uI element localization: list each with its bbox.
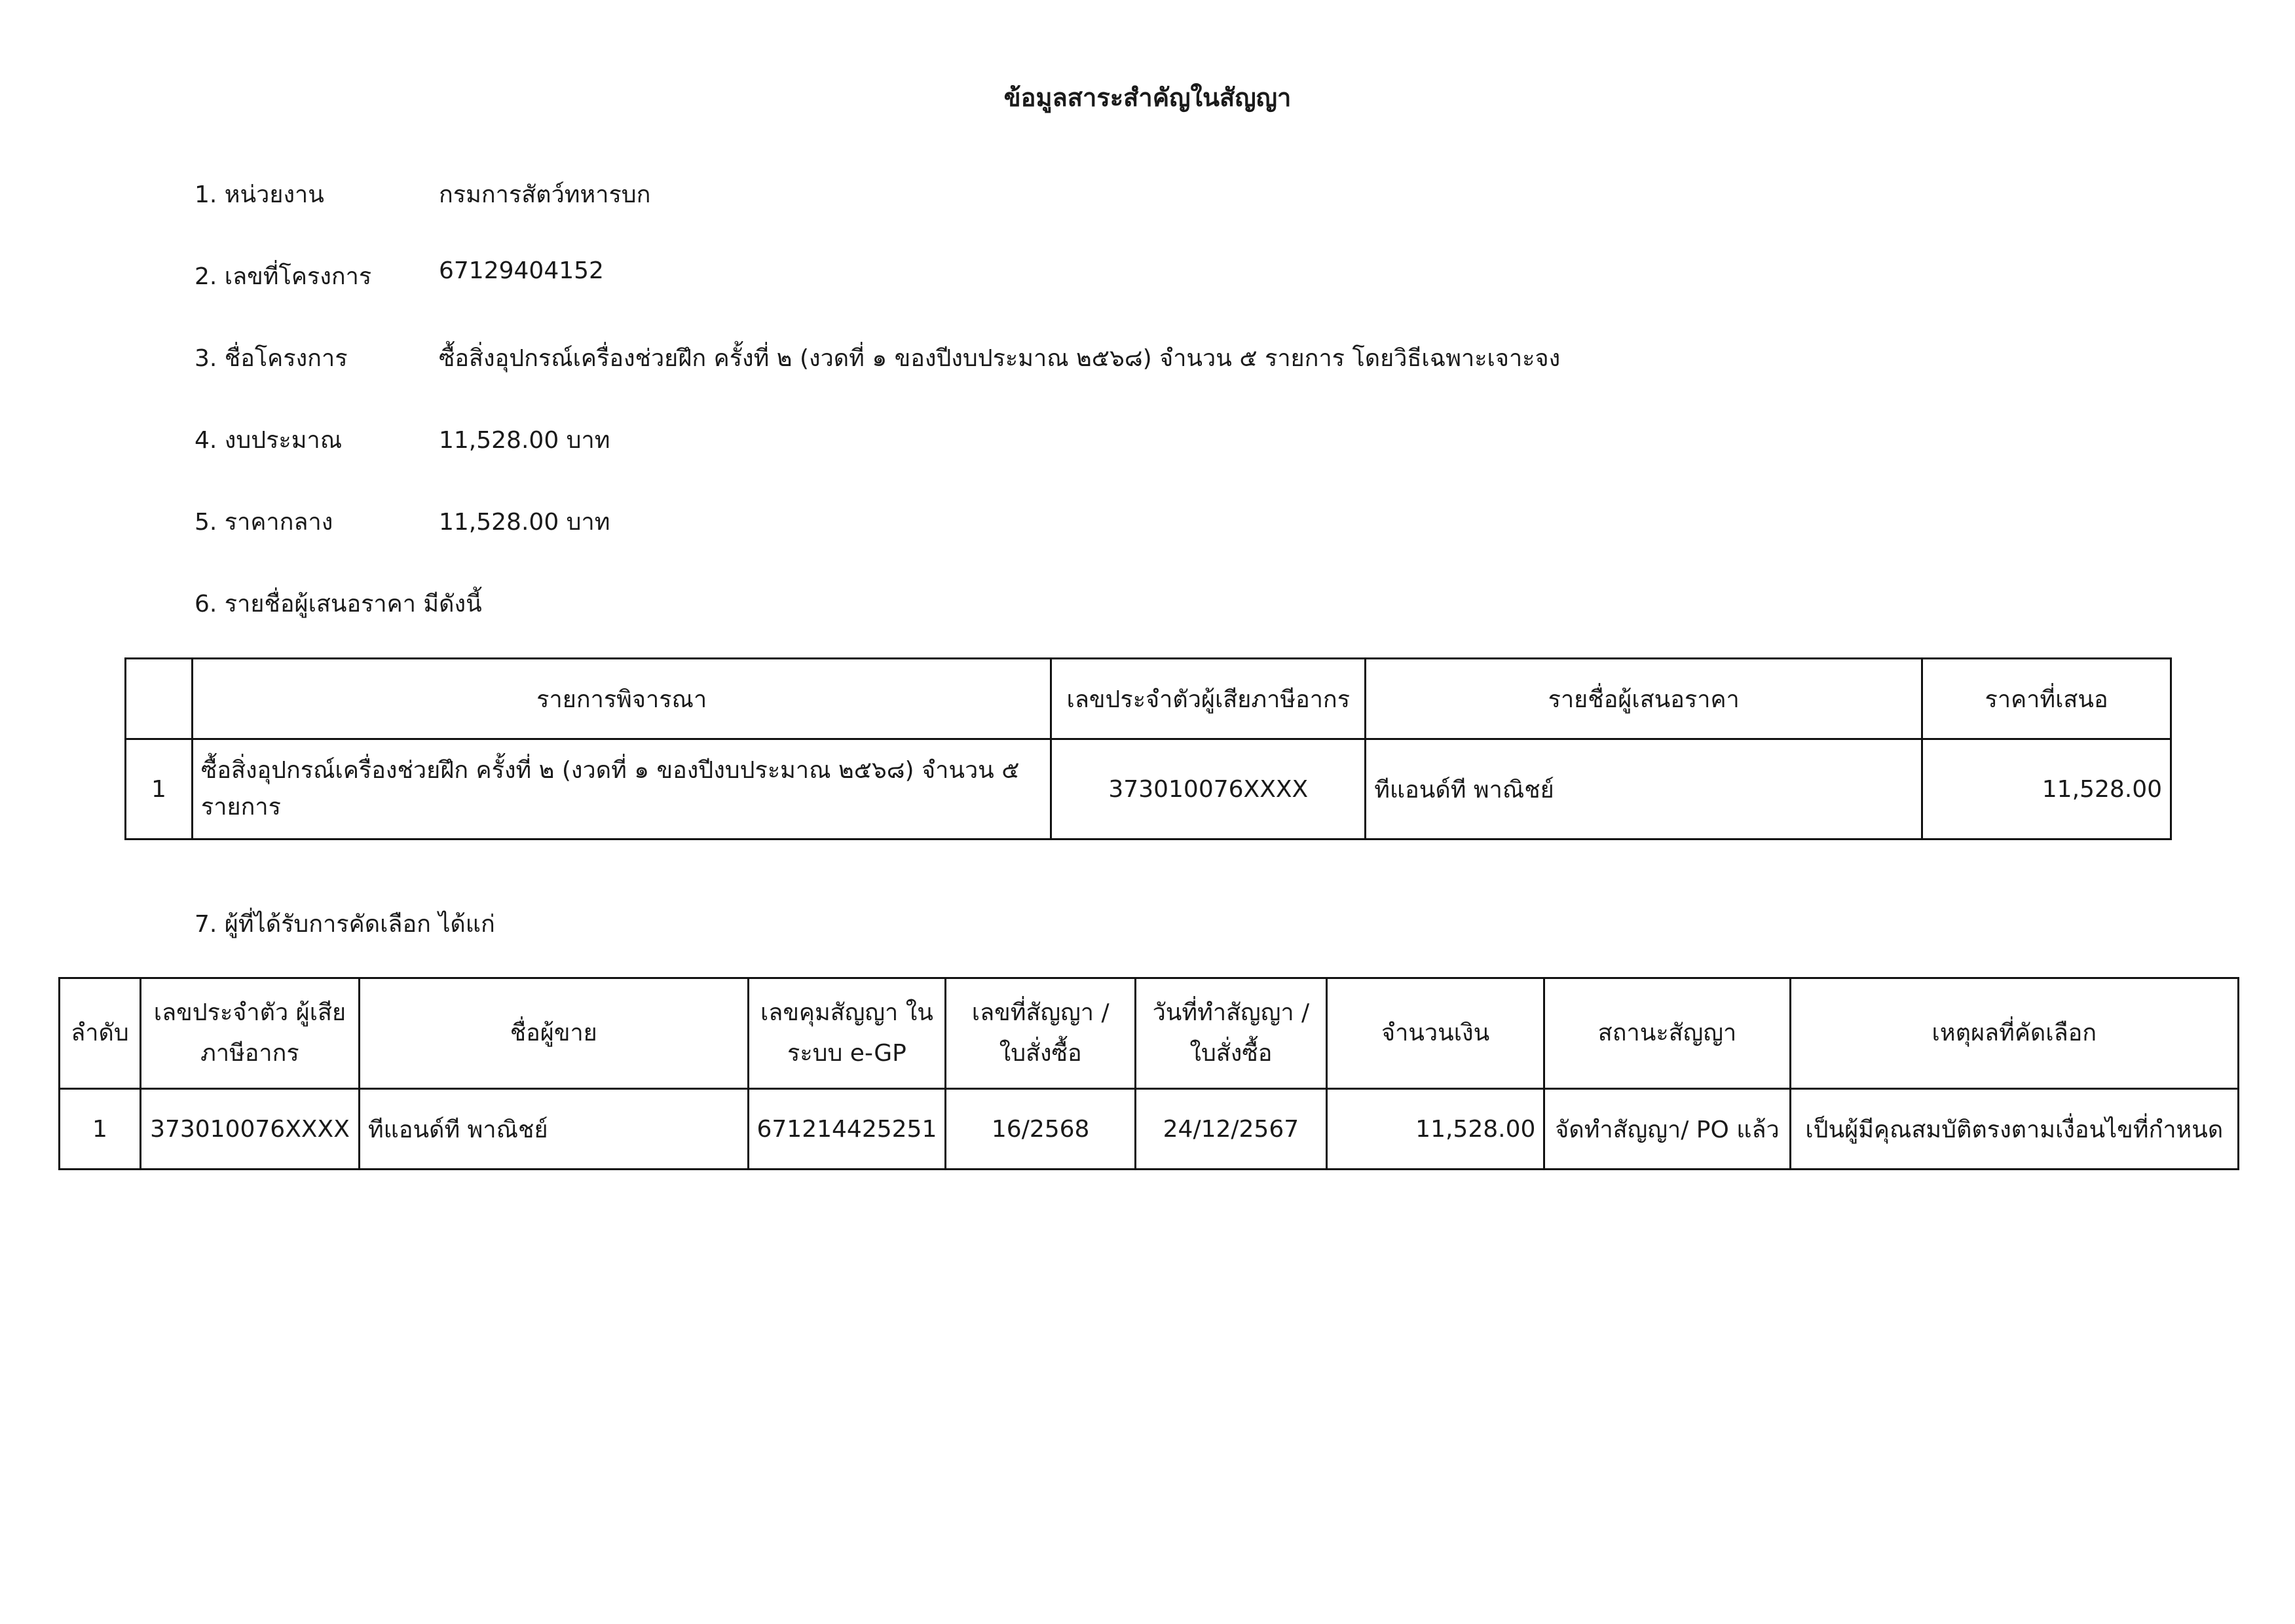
header-cell: จำนวนเงิน (1326, 978, 1544, 1089)
item-label: 5. ราคากลาง (195, 509, 333, 536)
row-number: 1 (126, 739, 193, 840)
offered-price: 11,528.00 (1922, 739, 2171, 840)
tax-id: 373010076XXXX (1051, 739, 1366, 840)
item-project-number (195, 257, 604, 295)
item-value: กรมการสัตว์ทหารบก (439, 181, 651, 208)
header-cell: วันที่ทำสัญญา / ใบสั่งซื้อ (1135, 978, 1326, 1089)
bidder-name: ทีแอนด์ที พาณิชย์ (1366, 739, 1922, 840)
header-cell: เลขที่สัญญา / ใบสั่งซื้อ (946, 978, 1136, 1089)
selection-reason: เป็นผู้มีคุณสมบัติตรงตามเงื่อนไขที่กำหนด (1790, 1089, 2238, 1170)
item-budget (195, 421, 610, 458)
header-cell: เลขคุมสัญญา ในระบบ e-GP (748, 978, 946, 1089)
bidders-table (124, 657, 2172, 840)
item-value: 11,528.00 บาท (439, 509, 610, 536)
item-value: 67129404152 (439, 257, 604, 284)
contract-status: จัดทำสัญญา/ PO แล้ว (1544, 1089, 1790, 1170)
header-cell: สถานะสัญญา (1544, 978, 1790, 1089)
table-header-row (60, 978, 2239, 1089)
item-project-name (195, 339, 1561, 377)
item-label: 1. หน่วยงาน (195, 181, 324, 208)
header-cell: เลขประจำตัวผู้เสียภาษีอากร (1051, 659, 1366, 739)
contract-date: 24/12/2567 (1135, 1089, 1326, 1170)
winners-table (58, 977, 2239, 1170)
item-value: ซื้อสิ่งอุปกรณ์เครื่องช่วยฝึก ครั้งที่ ๒ (งวดที่ ๑ ของปีงบประมาณ ๒๕๖๘) จำนวน ๕ รายการ โดยวิธีเฉพาะเจาะจง (439, 345, 1561, 372)
section-bidders-heading: 6. รายชื่อผู้เสนอราคา มีดังนี้ (195, 591, 482, 618)
procurement-item: ซื้อสิ่งอุปกรณ์เครื่องช่วยฝึก ครั้งที่ ๒ (งวดที่ ๑ ของปีงบประมาณ ๒๕๖๘) จำนวน ๕ รายการ (192, 739, 1051, 840)
table-header-row (126, 659, 2171, 739)
header-cell: เลขประจำตัว ผู้เสียภาษีอากร (140, 978, 359, 1089)
section-winners-heading: 7. ผู้ที่ได้รับการคัดเลือก ได้แก่ (195, 911, 495, 938)
table-row (60, 1089, 2239, 1170)
item-label: 2. เลขที่โครงการ (195, 263, 372, 290)
document-title: ข้อมูลสาระสำคัญในสัญญา (1003, 83, 1292, 112)
item-agency (195, 175, 651, 213)
header-cell: เหตุผลที่คัดเลือก (1790, 978, 2238, 1089)
header-cell: รายการพิจารณา (192, 659, 1051, 739)
header-cell (126, 659, 193, 739)
table-row (126, 739, 2171, 840)
item-label: 3. ชื่อโครงการ (195, 345, 348, 372)
egp-control-number: 671214425251 (748, 1089, 946, 1170)
header-cell: รายชื่อผู้เสนอราคา (1366, 659, 1922, 739)
item-value: 11,528.00 บาท (439, 427, 610, 454)
item-median-price (195, 503, 610, 540)
item-label: 4. งบประมาณ (195, 427, 343, 454)
header-cell: ราคาที่เสนอ (1922, 659, 2171, 739)
contract-number: 16/2568 (946, 1089, 1136, 1170)
header-cell: ลำดับ (60, 978, 141, 1089)
contract-amount: 11,528.00 (1326, 1089, 1544, 1170)
seller-name: ทีแอนด์ที พาณิชย์ (359, 1089, 748, 1170)
row-number: 1 (60, 1089, 141, 1170)
header-cell: ชื่อผู้ขาย (359, 978, 748, 1089)
tax-id: 373010076XXXX (140, 1089, 359, 1170)
